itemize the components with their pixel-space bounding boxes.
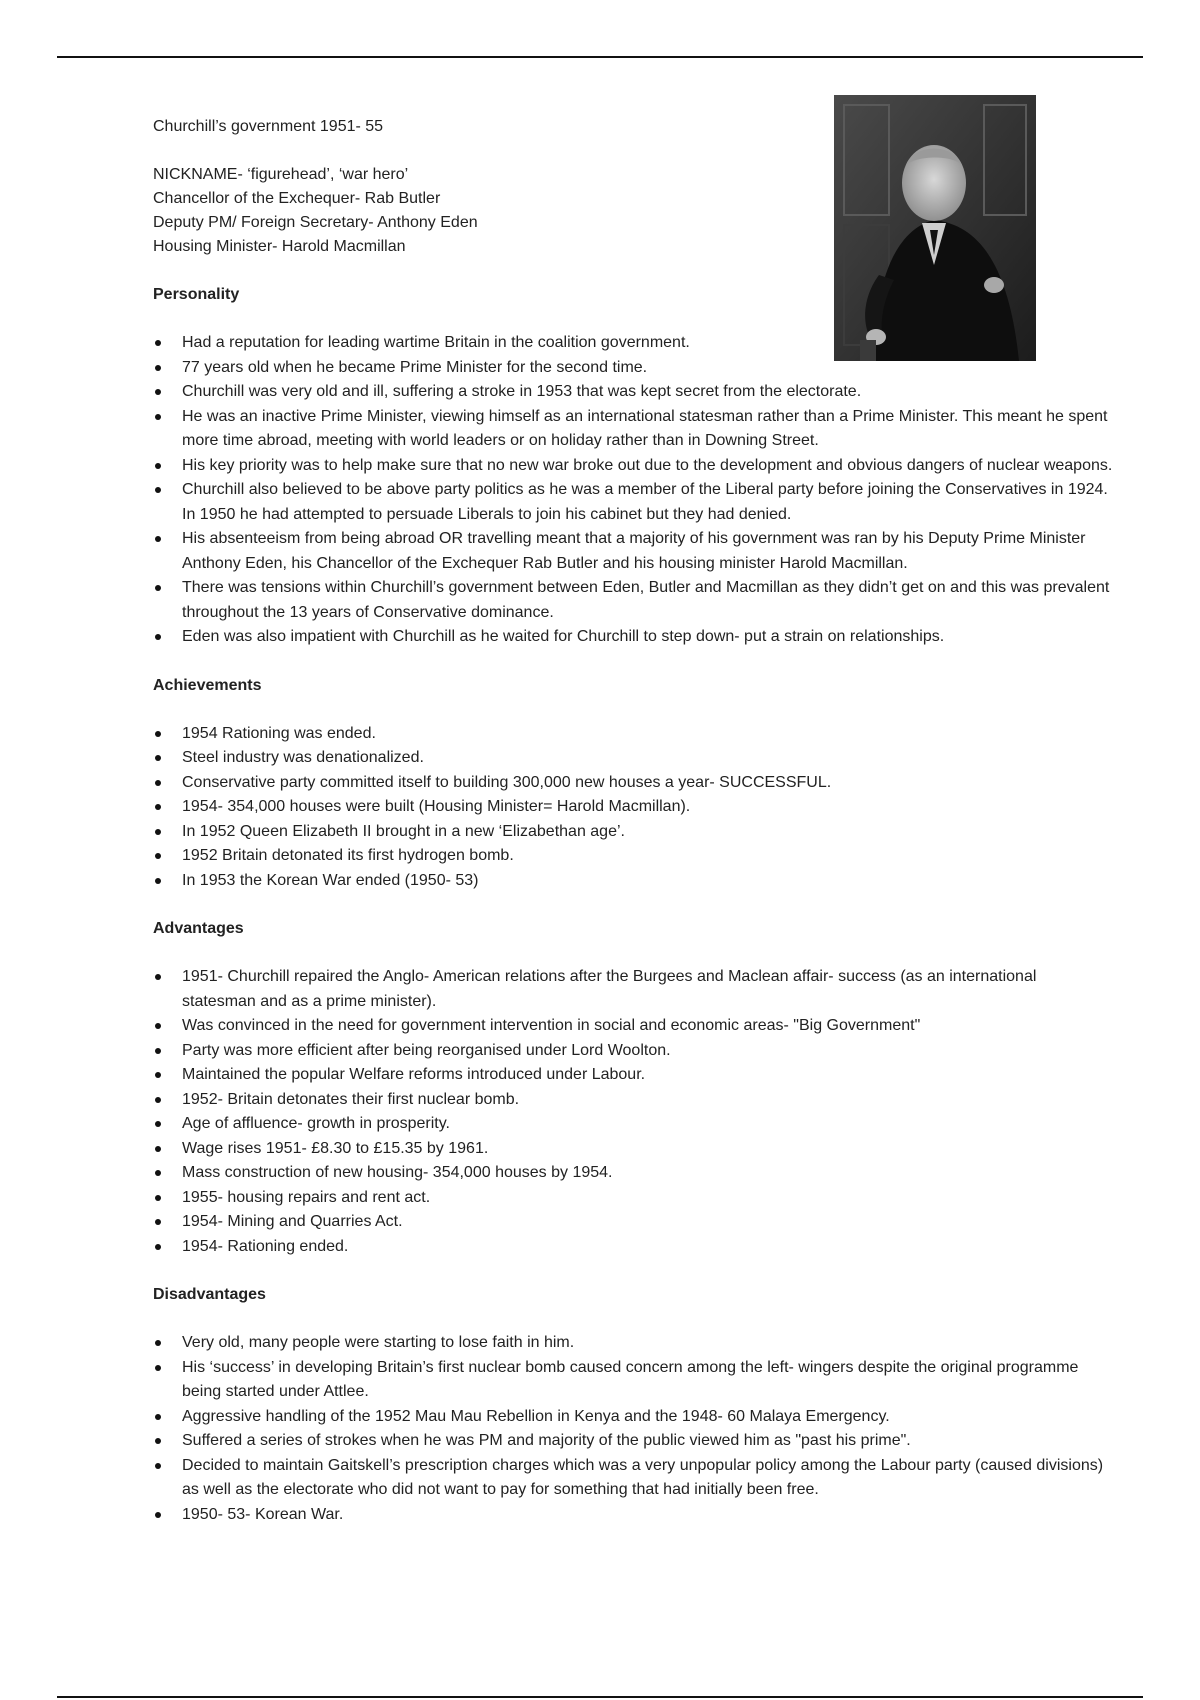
list-item: 1954 Rationing was ended. (153, 722, 1113, 747)
achievements-heading: Achievements (153, 676, 262, 694)
list-item: Decided to maintain Gaitskell’s prescription charges which was a very unpopular policy among the Labour party (caused divisions) as well as the electorate who did not want to pay for something that had initially been free. (153, 1454, 1113, 1503)
list-item: Mass construction of new housing- 354,000 houses by 1954. (153, 1161, 1113, 1186)
nickname-line: NICKNAME- ‘figurehead’, ‘war hero’ (153, 166, 409, 183)
list-item: There was tensions within Churchill’s government between Eden, Butler and Macmillan as they didn’t get on and this was prevalent throughout the 13 years of Conservative dominance. (153, 576, 1113, 625)
list-item: Age of affluence- growth in prosperity. (153, 1112, 1113, 1137)
advantages-list (153, 965, 1113, 1259)
list-item: 1954- 354,000 houses were built (Housing Minister= Harold Macmillan). (153, 795, 1113, 820)
list-item: Had a reputation for leading wartime Britain in the coalition government. (153, 331, 1113, 356)
list-item: 1951- Churchill repaired the Anglo- American relations after the Burgees and Maclean affair- success (as an international statesman and as a prime minister). (153, 965, 1113, 1014)
list-item: Maintained the popular Welfare reforms introduced under Labour. (153, 1063, 1113, 1088)
list-item: 1952 Britain detonated its first hydrogen bomb. (153, 844, 1113, 869)
housing-minister-line: Housing Minister- Harold Macmillan (153, 238, 406, 255)
list-item: Was convinced in the need for government intervention in social and economic areas- "Big Government" (153, 1014, 1113, 1039)
list-item: Aggressive handling of the 1952 Mau Mau Rebellion in Kenya and the 1948- 60 Malaya Emergency. (153, 1405, 1113, 1430)
list-item: He was an inactive Prime Minister, viewing himself as an international statesman rather than a Prime Minister. This meant he spent more time abroad, meeting with world leaders or on holiday rather than in Downing Street. (153, 405, 1113, 454)
page-title: Churchill’s government 1951- 55 (153, 118, 384, 135)
list-item: His ‘success’ in developing Britain’s first nuclear bomb caused concern among the left- wingers despite the original programme being started under Attlee. (153, 1356, 1113, 1405)
list-item: 1952- Britain detonates their first nuclear bomb. (153, 1088, 1113, 1113)
list-item: 1954- Rationing ended. (153, 1235, 1113, 1260)
disadvantages-list (153, 1331, 1113, 1527)
list-item: Conservative party committed itself to building 300,000 new houses a year- SUCCESSFUL. (153, 771, 1113, 796)
personality-heading: Personality (153, 286, 240, 303)
bottom-rule (57, 1696, 1143, 1698)
list-item: Churchill also believed to be above party politics as he was a member of the Liberal party before joining the Conservatives in 1924. In 1950 he had attempted to persuade Liberals to join his cabinet but they had denied. (153, 478, 1113, 527)
list-item: 77 years old when he became Prime Minister for the second time. (153, 356, 1113, 381)
achievements-list (153, 722, 1113, 894)
top-rule (57, 56, 1143, 58)
list-item: His key priority was to help make sure that no new war broke out due to the development and obvious dangers of nuclear weapons. (153, 454, 1113, 479)
list-item: In 1952 Queen Elizabeth II brought in a new ‘Elizabethan age’. (153, 820, 1113, 845)
list-item: His absenteeism from being abroad OR travelling meant that a majority of his government was ran by his Deputy Prime Minister Anthony Eden, his Chancellor of the Exchequer Rab Butler and his housing minister Harold Macmillan. (153, 527, 1113, 576)
list-item: 1955- housing repairs and rent act. (153, 1186, 1113, 1211)
personality-list (153, 331, 1113, 650)
document-body (153, 115, 1113, 1527)
list-item: In 1953 the Korean War ended (1950- 53) (153, 869, 1113, 894)
list-item: Churchill was very old and ill, suffering a stroke in 1953 that was kept secret from the electorate. (153, 380, 1113, 405)
list-item: 1954- Mining and Quarries Act. (153, 1210, 1113, 1235)
list-item: Very old, many people were starting to lose faith in him. (153, 1331, 1113, 1356)
deputy-pm-line: Deputy PM/ Foreign Secretary- Anthony Eden (153, 214, 478, 231)
list-item: Party was more efficient after being reorganised under Lord Woolton. (153, 1039, 1113, 1064)
disadvantages-heading: Disadvantages (153, 1286, 266, 1303)
chancellor-line: Chancellor of the Exchequer- Rab Butler (153, 190, 441, 207)
list-item: Suffered a series of strokes when he was PM and majority of the public viewed him as "past his prime". (153, 1429, 1113, 1454)
advantages-heading: Advantages (153, 920, 244, 937)
list-item: Wage rises 1951- £8.30 to £15.35 by 1961. (153, 1137, 1113, 1162)
list-item: 1950- 53- Korean War. (153, 1503, 1113, 1528)
list-item: Eden was also impatient with Churchill as he waited for Churchill to step down- put a strain on relationships. (153, 625, 1113, 650)
list-item: Steel industry was denationalized. (153, 746, 1113, 771)
